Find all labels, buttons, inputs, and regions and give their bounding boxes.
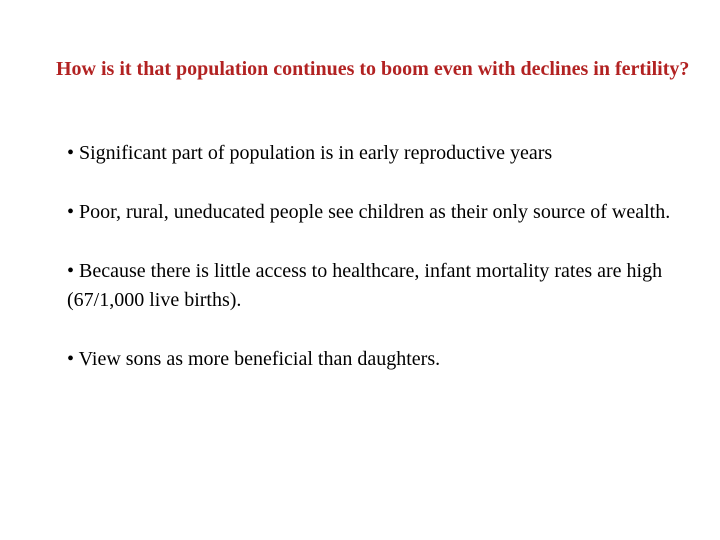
bullet-item: • View sons as more beneficial than daughters. [67,348,441,370]
bullet-item: • Poor, rural, uneducated people see children as their only source of wealth. [67,201,671,223]
slide-heading: How is it that population continues to boom even with declines in fertility? [56,58,690,80]
bullet-item: • Significant part of population is in early reproductive years [67,142,553,164]
bullet-list [67,139,707,374]
bullet-item: • Because there is little access to healthcare, infant mortality rates are high (67/1,000 live births). [67,260,663,311]
